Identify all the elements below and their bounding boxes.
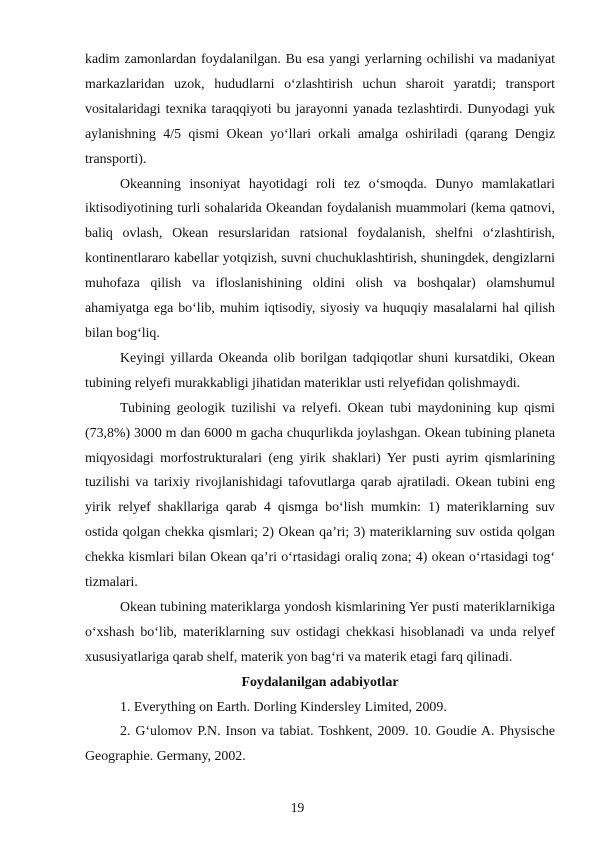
reference-item: 2. G‘ulomov P.N. Inson va tabiat. Toshkent, 2009. 10. Goudie A. Physische Geographie. Germany, 2002. xyxy=(85,724,555,765)
paragraph-continental-margins: Okean tubining materiklarga yondosh kismlarining Yer pusti materiklarnikiga o‘xshash bo‘lib, materiklarning suv ostidagi chekkasi hisoblanadi va unda relyef xususiyatlariga qarab shelf, materik yon bag‘ri va materik etagi farq qilinadi. xyxy=(85,599,555,665)
paragraph-geology: Tubining geologik tuzilishi va relyefi. Okean tubi maydonining kup qismi (73,8%) 3000 m dan 6000 m gacha chuqurlikda joylashgan. Okean tubining planeta miqyosidagi morfostrukturalari (eng yirik shaklari) Yer pusti ayrim qismlarining tuzilishi va tarixiy rivojlanishidagi tafovutlarga qarab ajratiladi. Okean tubini eng yirik relyef shakllariga qarab 4 qismga bo‘lish mumkin: 1) materiklarning suv ostida qolgan chekka qismlari; 2) Okean qa’ri; 3) materiklarning suv ostida qolgan chekka kismlari bilan Okean qa’ri o‘rtasidagi oraliq zona; 4) okean o‘rtasidagi tog‘ tizmalari. xyxy=(85,400,555,591)
page-number: 19 xyxy=(290,800,305,815)
paragraph-ocean-role: Okeanning insoniyat hayotidagi roli tez o‘smoqda. Dunyo mamlakatlari iktisodiyotining turli sohalarida Okeandan foydalanish muammolari (kema qatnovi, baliq ovlash, Okean resurslaridan ratsional foydalanish, shelfni o‘zlashtirish, kontinentlararo kabellar yotqizish, suvni chuchuklashtirish, shuningdek, dengizlarni muhofaza qilish va ifloslanishining oldini olish va boshqalar) olamshumul ahamiyatga ega bo‘lib, muhim iqtisodiy, siyosiy va huquqiy masalalarni hal qilish bilan bog‘liq. xyxy=(85,176,555,341)
references-heading: Foydalanilgan adabiyotlar xyxy=(241,674,399,690)
page-body xyxy=(85,48,555,770)
paragraph-continuation: kadim zamonlardan foydalanilgan. Bu esa yangi yerlarning ochilishi va madaniyat markazlaridan uzok, hududlarni o‘zlashtirish uchun sharoit yaratdi; transport vositalaridagi texnika taraqqiyoti bu jarayonni yanada tezlashtirdi. Dunyodagi yuk aylanishning 4/5 qismi Okean yo‘llari orkali amalga oshiriladi (qarang Dengiz transporti). xyxy=(85,52,555,167)
paragraph-research: Keyingi yillarda Okeanda olib borilgan tadqiqotlar shuni kursatdiki, Okean tubining relyefi murakkabligi jihatidan materiklar usti relyefidan qolishmaydi. xyxy=(85,350,555,391)
reference-item: 1. Everything on Earth. Dorling Kindersley Limited, 2009. xyxy=(120,699,447,715)
